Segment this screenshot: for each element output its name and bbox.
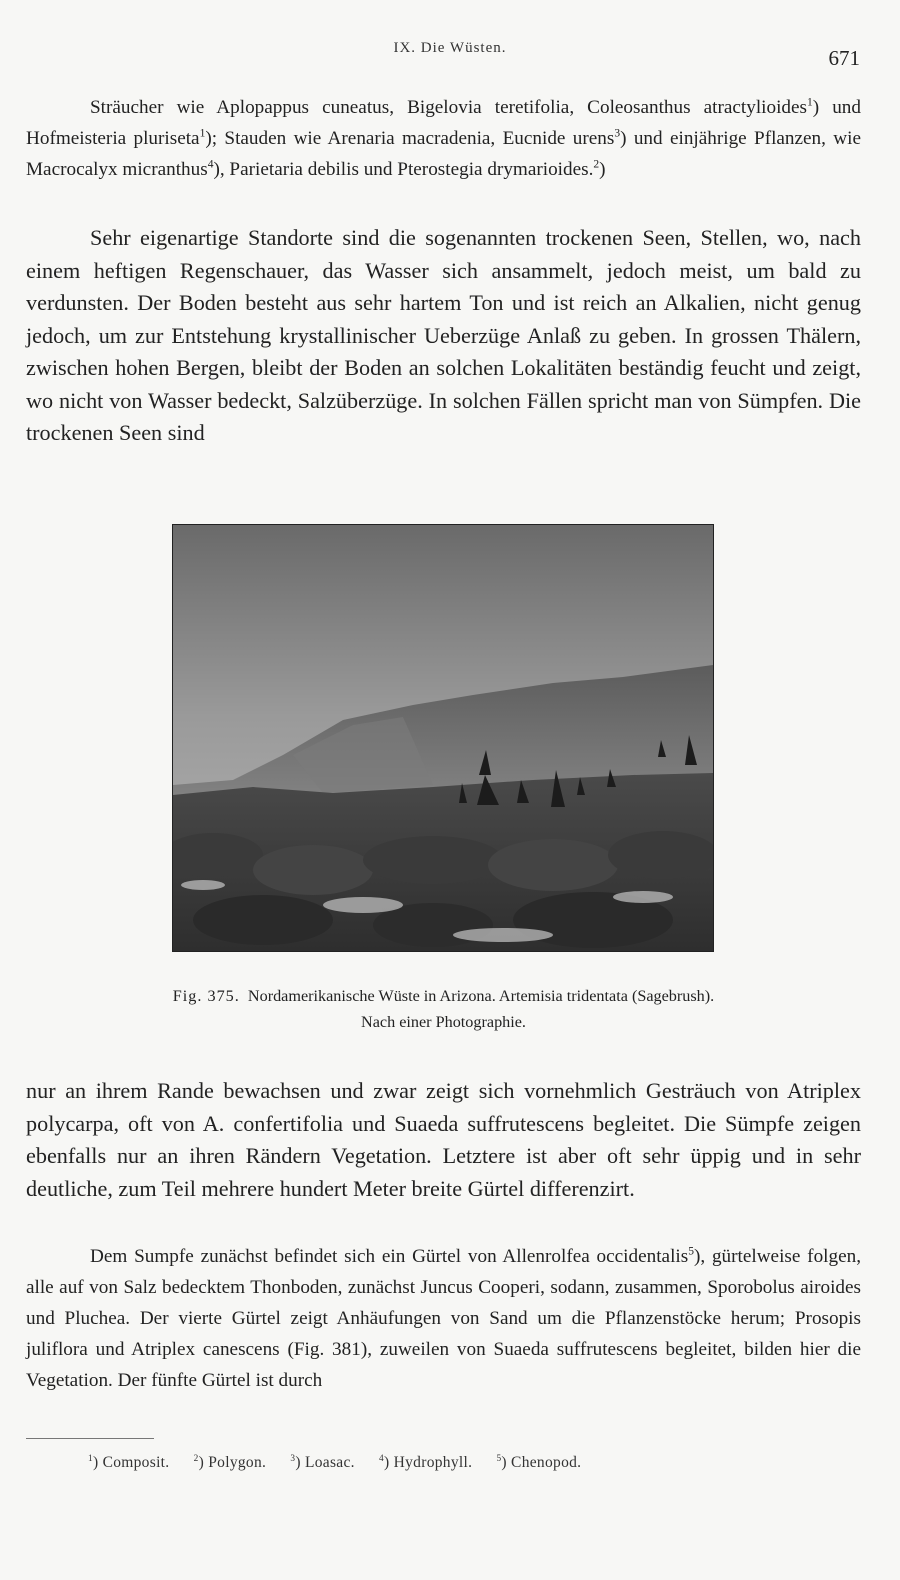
footnote-ref: 1 bbox=[807, 96, 813, 109]
footnote-ref: 1 bbox=[199, 127, 206, 140]
paragraph-dry-lakes: Sehr eigenartige Standorte sind die sogenannten trockenen Seen, Stellen, wo, nach einem heftigen Regenschauer, das Wasser sich ansammelt, jedoch meist, um bald zu verdunsten. Der Boden besteht aus sehr hartem Ton und ist reich an Alkalien, nicht genug jedoch, um zur Entstehung krystallinischer Ueberzüge Anlaß zu geben. In grossen Thälern, zwischen hohen Bergen, bleibt der Boden an solchen Lokalitäten beständig feucht und zeigt, wo nicht von Wasser bedeckt, Salzüberzüge. In solchen Fällen spricht man von Sümpfen. Die trockenen Seen sind bbox=[26, 225, 861, 445]
running-head bbox=[0, 38, 900, 68]
footnote-ref: 5 bbox=[688, 1245, 694, 1258]
footnote-ref: 3 bbox=[614, 127, 621, 140]
figure-caption bbox=[26, 983, 861, 1035]
caption-line-2: Nach einer Photographie. bbox=[361, 1013, 526, 1031]
running-title: IX. Die Wüsten. bbox=[393, 40, 507, 56]
footnote-item: $^5$) Chenopod. bbox=[496, 1453, 582, 1471]
paragraph-shrubs: Sträucher wie Aplopappus cuneatus, Bigelovia teretifolia, Coleosanthus atractylioides$^1$) und Hofmeisteria pluriseta$^1$); Stauden wie Arenaria macradenia, Eucnide urens$^3$) und einjährige Pflanzen, wie Macrocalyx micranthus$^4$), Parietaria debilis und Pterostegia drymarioides.$^2$) bbox=[26, 96, 861, 180]
footnotes bbox=[88, 1454, 848, 1472]
footnote-ref: 4 bbox=[207, 158, 214, 171]
paragraph-vegetation-rim: nur an ihrem Rande bewachsen und zwar zeigt sich vornehmlich Gesträuch von Atriplex polycarpa, oft von A. confertifolia und Suaeda suffrutescens begleitet. Die Sümpfe zeigen ebenfalls nur an ihren Rändern Vegetation. Letztere ist aber oft sehr üppig und in sehr deutliche, zum Teil mehrere hundert Meter breite Gürtel differenzirt. bbox=[26, 1078, 861, 1201]
desert-landscape-illustration bbox=[173, 525, 713, 951]
figure-photograph bbox=[172, 524, 714, 952]
paragraph-zones: Dem Sumpfe zunächst befindet sich ein Gürtel von Allenrolfea occidentalis$^5$), gürtelweise folgen, alle auf von Salz bedecktem Thonboden, zunächst Juncus Cooperi, sodann, zusammen, Sporobolus airoides und Pluchea. Der vierte Gürtel zeigt Anhäufungen von Sand um die Pflanzenstöcke herum; Prosopis juliflora und Atriplex canescens (Fig. 381), zuweilen von Suaeda suffrutescens begleitet, bilden hier die Vegetation. Der fünfte Gürtel ist durch bbox=[26, 1245, 861, 1391]
footnote-item: $^3$) Loasac. bbox=[290, 1453, 355, 1471]
footnote-item: $^4$) Hydrophyll. bbox=[379, 1453, 473, 1471]
page-number: 671 bbox=[828, 46, 860, 70]
caption-line-1: Fig. 375. Nordamerikanische Wüste in Arizona. Artemisia tridentata (Sagebrush). bbox=[172, 987, 715, 1005]
footnote-item: $^2$) Polygon. bbox=[193, 1453, 267, 1471]
figure-label: Fig. 375. bbox=[172, 987, 240, 1005]
footnote-ref: 2 bbox=[593, 158, 600, 171]
footnote-divider bbox=[26, 1438, 154, 1439]
footnote-item: $^1$) Composit. bbox=[88, 1453, 170, 1471]
